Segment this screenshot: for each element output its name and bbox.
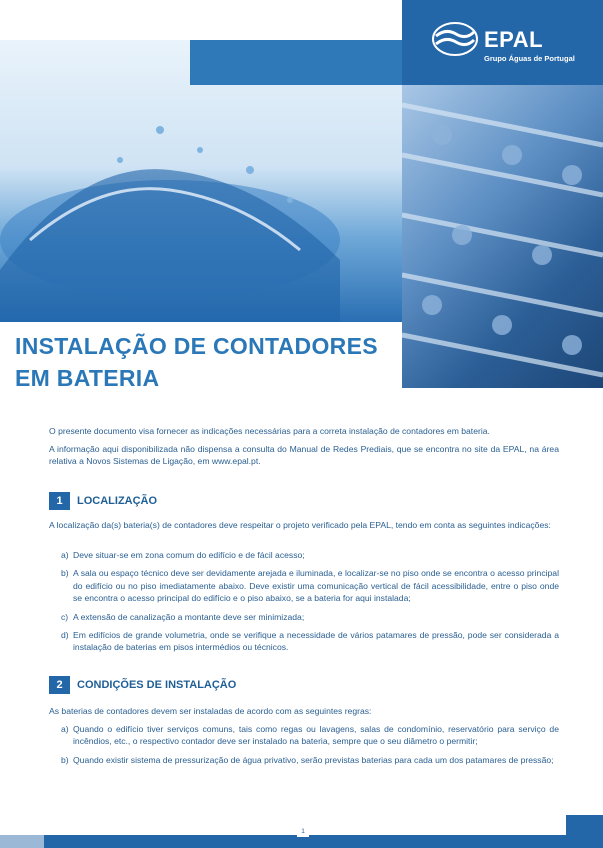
meter-pipes-graphic <box>402 85 603 388</box>
list-item-text: Quando o edifício tiver serviços comuns, tais como regas ou lavagens, salas de condomínio, reservatório para serviço de incêndios, etc., o respectivo contador deve ser instalado na bateria, sempre que o seu diâmetro o permitir; <box>73 724 559 747</box>
section-1-intro: A localização da(s) bateria(s) de contadores deve respeitar o projeto verificado pela EPAL, tendo em conta as seguintes indicações: <box>49 520 551 530</box>
footer-right-block <box>566 815 603 848</box>
water-splash-graphic <box>0 40 402 322</box>
section-2-list <box>61 723 559 772</box>
page-number: 1 <box>297 827 309 837</box>
section-2-intro: As baterias de contadores devem ser instaladas de acordo com as seguintes regras: <box>49 706 372 716</box>
list-item <box>61 629 559 654</box>
epal-wave-logo-icon <box>432 22 478 56</box>
water-splash-photo <box>0 40 402 322</box>
list-item-text: A sala ou espaço técnico deve ser devidamente arejada e iluminada, e localizar-se no piso onde se encontra o acesso principal do edifício ou no piso imediatamente abaixo. Deve existir uma comunicação vertical de fácil acessibilidade, entre o piso onde se encontra o acesso principal do edifício e o piso abaixo, se a bateria for aqui instalada; <box>73 568 559 604</box>
list-item-text: Deve situar-se em zona comum do edifício e de fácil acesso; <box>73 550 305 560</box>
list-item-text: A extensão de canalização a montante deve ser minimizada; <box>73 611 305 622</box>
list-item <box>61 611 559 623</box>
footer-left-block <box>0 835 44 848</box>
title-line-2: EM BATERIA <box>15 365 160 391</box>
section-1-title: LOCALIZAÇÃO <box>77 495 158 507</box>
logo-subtitle: Grupo Águas de Portugal <box>484 54 575 63</box>
list-item-label: a) <box>61 724 69 734</box>
logo-name: EPAL <box>484 27 544 52</box>
intro-paragraph-1: O presente documento visa fornecer as indicações necessárias para a correta instalação de contadores em bateria. <box>49 426 490 436</box>
list-item <box>61 567 559 604</box>
list-item-text: Quando existir sistema de pressurização de água privativo, serão previstas baterias para cada um dos patamares de pressão; <box>73 754 554 765</box>
section-2-number: 2 <box>49 676 70 694</box>
meter-battery-photo <box>402 85 603 388</box>
section-2-title: CONDIÇÕES DE INSTALAÇÃO <box>77 679 237 691</box>
list-item <box>61 549 559 561</box>
section-1-heading <box>49 492 157 510</box>
document-title <box>15 330 405 394</box>
section-2-heading <box>49 676 236 694</box>
list-item-label: b) <box>61 568 69 579</box>
list-item-label: c) <box>61 611 69 622</box>
list-item-label: d) <box>61 630 69 641</box>
title-line-1: INSTALAÇÃO DE CONTADORES <box>15 333 378 359</box>
list-item <box>61 723 559 748</box>
list-item <box>61 754 559 766</box>
top-margin <box>0 0 402 40</box>
list-item-text: Em edifícios de grande volumetria, onde se verifique a necessidade de vários patamares de pressão, pode ser considerada a instalação de baterias em pisos intermédios ou técnicos. <box>73 630 559 653</box>
section-1-list <box>61 549 559 660</box>
intro-paragraph-2: A informação aqui disponibilizada não dispensa a consulta do Manual de Redes Prediais, que se encontra no site da EPAL, na área relativa a Novos Sistemas de Ligação, em www.epal.pt. <box>49 444 559 467</box>
list-item-label: b) <box>61 754 69 765</box>
list-item-label: a) <box>61 550 69 560</box>
logo-box <box>402 0 603 85</box>
section-1-number: 1 <box>49 492 70 510</box>
